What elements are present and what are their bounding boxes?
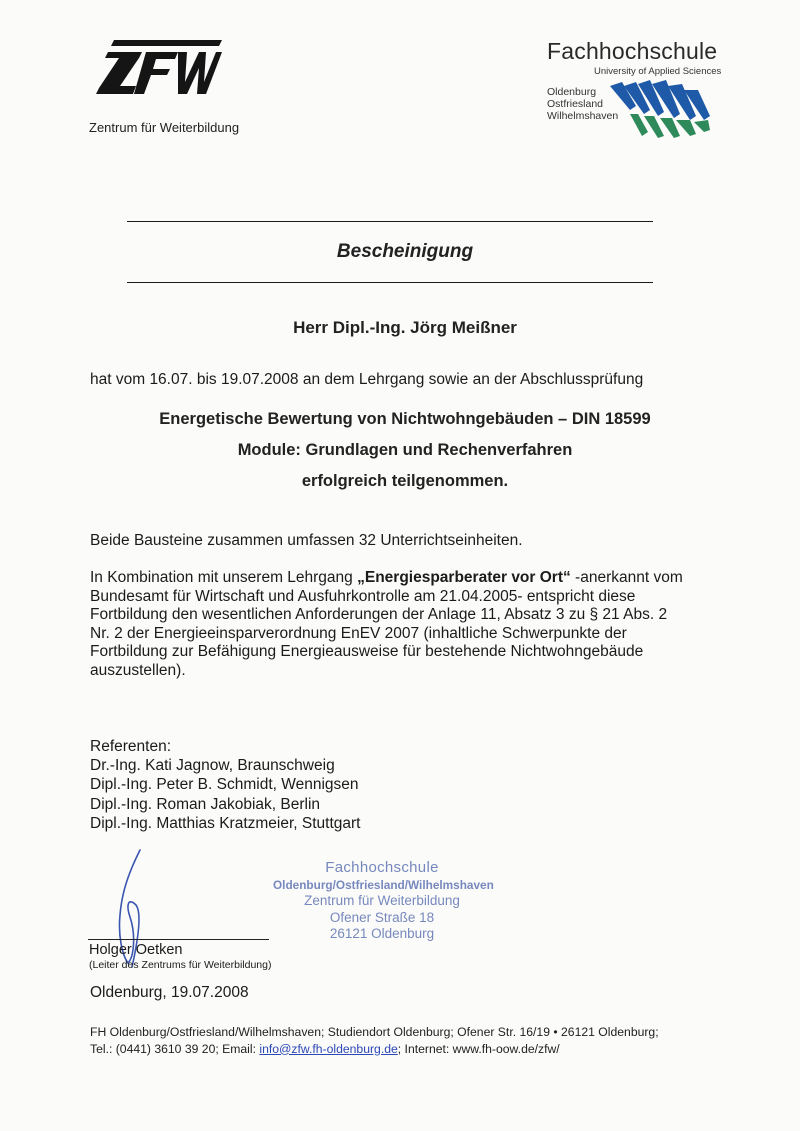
combination-course-name: „Energiesparberater vor Ort“ xyxy=(357,569,571,586)
fh-title: Fachhochschule xyxy=(547,38,718,64)
referent-item: Dr.-Ing. Kati Jagnow, Braunschweig xyxy=(90,757,335,775)
referent-item: Dipl.-Ing. Peter B. Schmidt, Wennigsen xyxy=(90,776,359,794)
fh-place-ostfriesland: Ostfriesland xyxy=(547,98,604,110)
stamp-line: Zentrum für Weiterbildung xyxy=(304,893,460,908)
fh-places xyxy=(547,86,618,122)
stamp-line: Ofener Straße 18 xyxy=(329,909,435,925)
combination-paragraph xyxy=(90,569,683,680)
signer-name: Holger Oetken xyxy=(89,942,183,958)
email-link[interactable]: info@zfw.fh-oldenburg.de xyxy=(259,1041,398,1056)
title-rule-bottom xyxy=(127,282,653,283)
referents-list xyxy=(90,737,361,833)
fh-subtitle: University of Applied Sciences xyxy=(594,66,722,77)
stamp-line: Fachhochschule xyxy=(325,859,439,876)
signer-role: (Leiter des Zentrums für Weiterbildung) xyxy=(89,959,272,971)
footer-contact xyxy=(90,1041,659,1058)
document-title: Bescheinigung xyxy=(336,241,474,262)
fh-place-wilhelmshaven: Wilhelmshaven xyxy=(547,110,619,122)
combination-line: Fortbildung den wesentlichen Anforderungen der Anlage 11, Absatz 3 zu § 21 Abs. 2 xyxy=(90,606,668,623)
combination-first-line xyxy=(90,569,683,588)
combination-prefix: In Kombination mit unserem Lehrgang xyxy=(90,569,358,586)
institution-stamp xyxy=(273,859,494,943)
combination-line: Fortbildung zur Befähigung Energieausweise für bestehende Nichtwohngebäude xyxy=(90,643,644,660)
footer-website: ; Internet: www.fh-oow.de/zfw/ xyxy=(397,1041,560,1056)
recipient-name: Herr Dipl.-Ing. Jörg Meißner xyxy=(293,318,517,337)
stamp-line: Oldenburg/Ostfriesland/Wilhelmshaven xyxy=(273,877,494,892)
course-period: hat vom 16.07. bis 19.07.2008 an dem Lehrgang sowie an der Abschlussprüfung xyxy=(90,371,644,388)
combination-line: Nr. 2 der Energieeinsparverordnung EnEV 2007 (inhaltliche Schwerpunkte der xyxy=(90,624,627,642)
fh-place-oldenburg: Oldenburg xyxy=(547,86,597,98)
footer-address: FH Oldenburg/Ostfriesland/Wilhelmshaven; Studiendort Oldenburg; Ofener Str. 16/19 • 26121 Oldenburg; xyxy=(90,1025,659,1039)
referent-item: Dipl.-Ing. Roman Jakobiak, Berlin xyxy=(90,795,321,813)
course-result: erfolgreich teilgenommen. xyxy=(301,472,509,490)
title-rule-top xyxy=(127,221,653,222)
footer xyxy=(90,1024,659,1057)
combination-suffix: -anerkannt vom xyxy=(570,569,683,586)
footer-phone: Tel.: (0441) 3610 39 20; Email: xyxy=(90,1041,260,1056)
zfw-subtitle: Zentrum für Weiterbildung xyxy=(89,120,240,135)
signature-line xyxy=(88,939,269,940)
course-modules: Module: Grundlagen und Rechenverfahren xyxy=(237,441,573,459)
units-text: Beide Bausteine zusammen umfassen 32 Unterrichtseinheiten. xyxy=(90,532,523,549)
zfw-logo xyxy=(96,40,222,102)
combination-line: auszustellen). xyxy=(90,661,186,679)
fh-wave-logo-icon xyxy=(610,80,714,138)
referents-label: Referenten: xyxy=(90,738,171,755)
stamp-line: 26121 Oldenburg xyxy=(329,926,435,941)
combination-line: Bundesamt für Wirtschaft und Ausfuhrkontrolle am 21.04.2005- entspricht diese xyxy=(90,587,636,605)
referent-item: Dipl.-Ing. Matthias Kratzmeier, Stuttgart xyxy=(90,814,361,832)
course-title: Energetische Bewertung von Nichtwohngebäuden – DIN 18599 xyxy=(159,410,651,428)
place-date: Oldenburg, 19.07.2008 xyxy=(90,984,249,1001)
